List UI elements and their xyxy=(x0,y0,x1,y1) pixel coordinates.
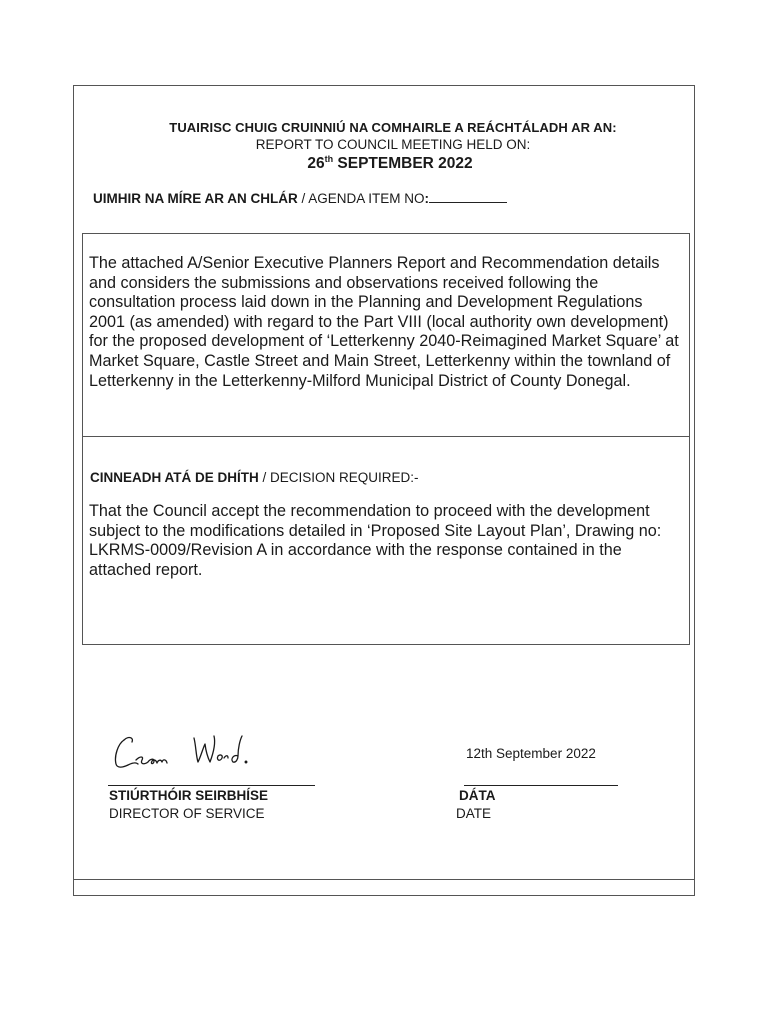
role-english: DIRECTOR OF SERVICE xyxy=(109,806,265,821)
footer-divider xyxy=(74,879,694,880)
decision-english-label: DECISION REQUIRED:- xyxy=(270,470,419,485)
report-header xyxy=(74,120,694,173)
agenda-separator: / xyxy=(297,191,309,206)
box-divider xyxy=(83,436,689,437)
meeting-date-suffix: th xyxy=(324,153,334,164)
decision-text: That the Council accept the recommendation to proceed with the development subject to the modifications detailed in ‘Proposed Site Layout Plan’, Drawing no: LKRMS-0009/Revision A in accordance with the response contained in the attached report. xyxy=(89,502,662,579)
handwritten-signature xyxy=(110,726,260,776)
irish-title: TUAIRISC CHUIG CRUINNIÚ NA COMHAIRLE A REÁCHTÁLADH AR AN: xyxy=(169,120,617,135)
report-description: The attached A/Senior Executive Planners Report and Recommendation details and considers the submissions and observations received following the consultation process laid down in the Planning and Development Regulations 2001 (as amended) with regard to the Part VIII (local authority own development) for the proposed development of ‘Letterkenny 2040-Reimagined Market Square’ at Market Square, Castle Street and Main Street, Letterkenny within the townland of Letterkenny in the Letterkenny-Milford Municipal District of County Donegal. xyxy=(89,254,679,390)
report-page xyxy=(73,85,695,896)
meeting-date xyxy=(86,155,694,173)
decision-irish-label: CINNEADH ATÁ DE DHÍTH xyxy=(90,470,259,485)
meeting-date-day: 26 xyxy=(307,155,325,172)
decision-separator: / xyxy=(258,470,271,485)
signed-date: 12th September 2022 xyxy=(466,746,596,761)
date-line xyxy=(464,785,618,786)
signature-line xyxy=(108,785,315,786)
date-label-irish: DÁTA xyxy=(459,788,496,803)
role-irish: STIÚRTHÓIR SEIRBHÍSE xyxy=(109,788,269,803)
decision-label xyxy=(90,470,419,485)
agenda-irish-label: UIMHIR NA MÍRE AR AN CHLÁR xyxy=(93,191,298,206)
agenda-item-line xyxy=(93,190,507,206)
english-title: REPORT TO COUNCIL MEETING HELD ON: xyxy=(255,137,531,152)
agenda-colon: : xyxy=(424,191,430,206)
date-label-english: DATE xyxy=(456,806,492,821)
agenda-number-blank xyxy=(429,190,507,203)
content-box xyxy=(82,233,690,645)
meeting-date-rest: SEPTEMBER 2022 xyxy=(333,155,473,172)
agenda-english-label: AGENDA ITEM NO xyxy=(308,191,425,206)
